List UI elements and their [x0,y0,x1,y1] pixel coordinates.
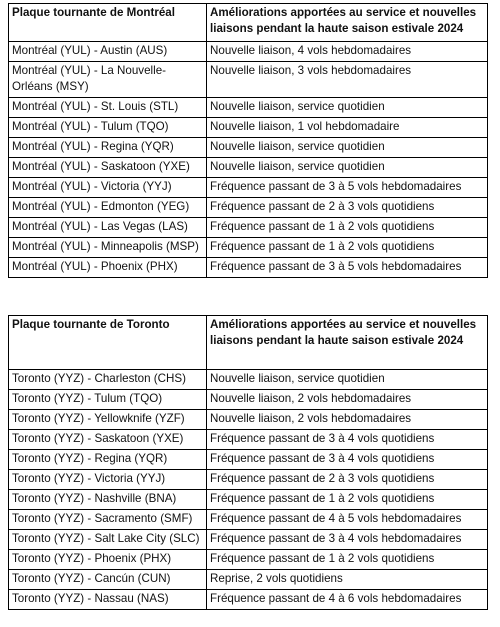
table-row [9,530,488,550]
route-cell: Montréal (YUL) - Phoenix (PHX) [9,258,207,278]
route-cell: Toronto (YYZ) - Charleston (CHS) [9,370,207,390]
service-cell: Nouvelle liaison, 3 vols hebdomadaires [207,62,488,98]
table-row [9,510,488,530]
table-row [9,178,488,198]
column-header-improvements: Améliorations apportées au service et nouvelles liaisons pendant la haute saison estivale 2024 [207,4,488,42]
service-cell: Fréquence passant de 1 à 2 vols quotidiens [207,550,488,570]
route-cell: Montréal (YUL) - Victoria (YYJ) [9,178,207,198]
table-row [9,430,488,450]
route-cell: Toronto (YYZ) - Nashville (BNA) [9,490,207,510]
service-cell: Nouvelle liaison, 4 vols hebdomadaires [207,42,488,62]
route-cell: Montréal (YUL) - Minneapolis (MSP) [9,238,207,258]
table-row [9,62,488,98]
table-row [9,158,488,178]
column-header-improvements: Améliorations apportées au service et nouvelles liaisons pendant la haute saison estivale 2024 [207,316,488,370]
service-cell: Nouvelle liaison, 1 vol hebdomadaire [207,118,488,138]
route-cell: Toronto (YYZ) - Victoria (YYJ) [9,470,207,490]
route-cell: Toronto (YYZ) - Regina (YQR) [9,450,207,470]
table-row [9,410,488,430]
route-cell: Toronto (YYZ) - Tulum (TQO) [9,390,207,410]
service-cell: Reprise, 2 vols quotidiens [207,570,488,590]
table-row [9,138,488,158]
service-cell: Fréquence passant de 1 à 2 vols quotidiens [207,218,488,238]
service-cell: Fréquence passant de 4 à 6 vols hebdomadaires [207,590,488,610]
table-row [9,218,488,238]
table-row [9,570,488,590]
route-cell: Toronto (YYZ) - Saskatoon (YXE) [9,430,207,450]
service-cell: Fréquence passant de 3 à 5 vols hebdomadaires [207,178,488,198]
table-row [9,118,488,138]
table-row [9,198,488,218]
service-cell: Nouvelle liaison, service quotidien [207,138,488,158]
table-row [9,490,488,510]
table-row [9,238,488,258]
service-cell: Fréquence passant de 1 à 2 vols quotidiens [207,238,488,258]
table-row [9,470,488,490]
route-cell: Toronto (YYZ) - Phoenix (PHX) [9,550,207,570]
service-cell: Fréquence passant de 4 à 5 vols hebdomadaires [207,510,488,530]
table-row [9,450,488,470]
route-cell: Montréal (YUL) - Austin (AUS) [9,42,207,62]
route-cell: Toronto (YYZ) - Cancún (CUN) [9,570,207,590]
table-row [9,98,488,118]
table-row [9,550,488,570]
column-header-hub: Plaque tournante de Montréal [9,4,207,42]
table-row [9,258,488,278]
route-cell: Montréal (YUL) - La Nouvelle-Orléans (MSY) [9,62,207,98]
table-row [9,370,488,390]
service-cell: Nouvelle liaison, 2 vols hebdomadaires [207,410,488,430]
route-cell: Toronto (YYZ) - Nassau (NAS) [9,590,207,610]
montreal-hub-table [8,3,488,278]
table-row [9,390,488,410]
service-cell: Nouvelle liaison, service quotidien [207,158,488,178]
service-cell: Nouvelle liaison, service quotidien [207,370,488,390]
route-cell: Montréal (YUL) - Tulum (TQO) [9,118,207,138]
route-cell: Montréal (YUL) - St. Louis (STL) [9,98,207,118]
toronto-hub-table [8,315,488,610]
table-row [9,42,488,62]
route-cell: Toronto (YYZ) - Salt Lake City (SLC) [9,530,207,550]
service-cell: Nouvelle liaison, service quotidien [207,98,488,118]
service-cell: Nouvelle liaison, 2 vols hebdomadaires [207,390,488,410]
route-cell: Montréal (YUL) - Edmonton (YEG) [9,198,207,218]
table-header-row [9,316,488,370]
route-cell: Montréal (YUL) - Las Vegas (LAS) [9,218,207,238]
service-cell: Fréquence passant de 3 à 4 vols hebdomadaires [207,530,488,550]
service-cell: Fréquence passant de 1 à 2 vols quotidiens [207,490,488,510]
column-header-hub: Plaque tournante de Toronto [9,316,207,370]
table-row [9,590,488,610]
table-header-row [9,4,488,42]
route-cell: Montréal (YUL) - Regina (YQR) [9,138,207,158]
route-cell: Toronto (YYZ) - Yellowknife (YZF) [9,410,207,430]
service-cell: Fréquence passant de 3 à 4 vols quotidiens [207,430,488,450]
service-cell: Fréquence passant de 2 à 3 vols quotidiens [207,198,488,218]
route-cell: Toronto (YYZ) - Sacramento (SMF) [9,510,207,530]
service-cell: Fréquence passant de 3 à 4 vols quotidiens [207,450,488,470]
route-cell: Montréal (YUL) - Saskatoon (YXE) [9,158,207,178]
service-cell: Fréquence passant de 3 à 5 vols hebdomadaires [207,258,488,278]
service-cell: Fréquence passant de 2 à 3 vols quotidiens [207,470,488,490]
